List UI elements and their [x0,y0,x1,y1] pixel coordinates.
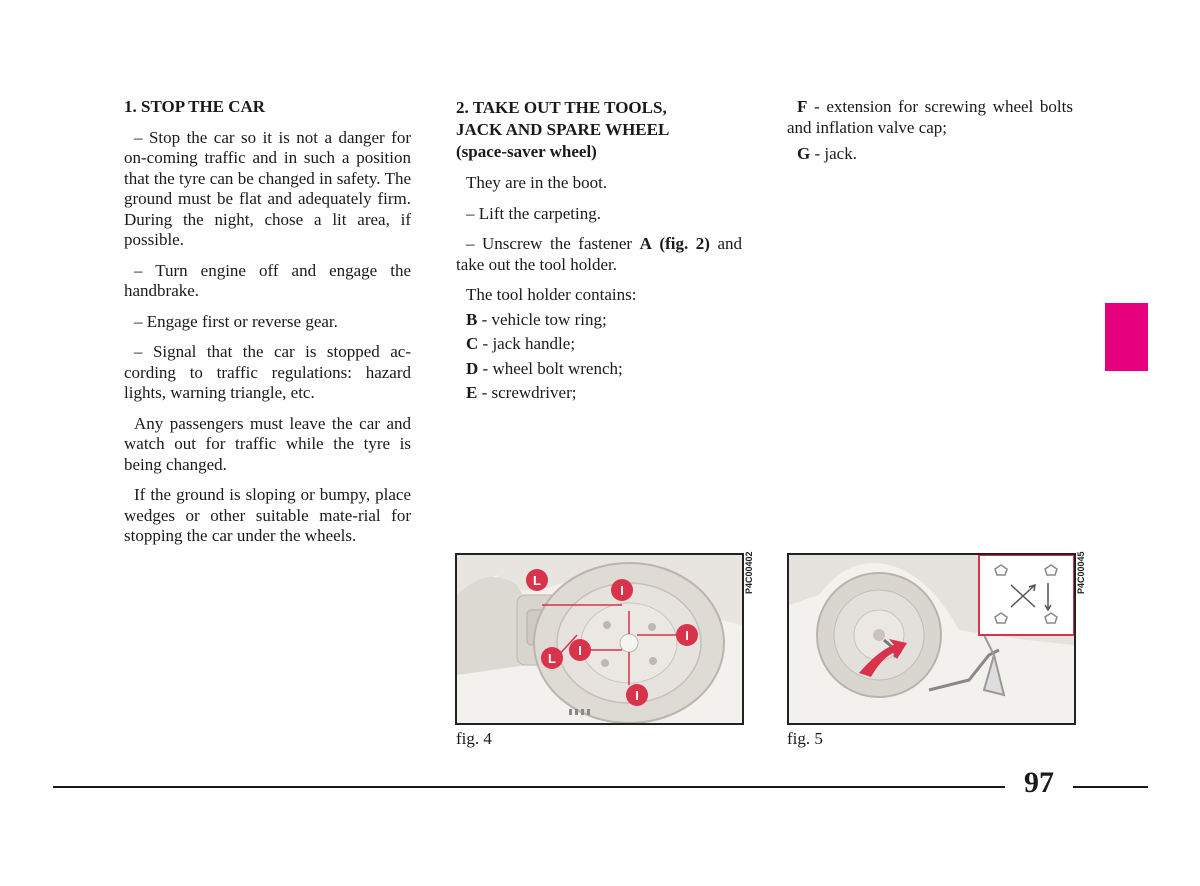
svg-text:I: I [635,688,639,703]
column-take-out-tools [456,97,742,408]
bolt-marker-I [611,579,633,601]
column-stop-the-car [124,97,411,557]
key-letter: D [466,358,479,378]
svg-text:I: I [620,583,624,598]
key-letter: A [639,234,652,253]
figure-caption: fig. 5 [787,729,823,748]
section-heading-stop-car: 1. STOP THE CAR [124,97,266,116]
key-letter: F [797,97,808,116]
svg-text:I: I [685,628,689,643]
tool-item: G - jack. [797,144,857,163]
figure-caption: fig. 4 [456,729,492,748]
figure-5-loosen-bolts [787,553,1076,725]
tool-item: D - wheel bolt wrench; [466,358,623,378]
svg-text:L: L [533,573,541,588]
paragraph: – Unscrew the fastener A (fig. 2) and take out the tool holder. [456,234,742,274]
key-letter: G [797,144,811,163]
paragraph: Any passengers must leave the car and watch out for traffic while the tyre is being changed. [124,413,411,474]
svg-text:I: I [578,643,582,658]
footer-rule [1073,786,1148,788]
bolt-pattern-inset [979,555,1074,635]
paragraph: – Lift the carpeting. [466,203,602,223]
column-tools-continued [787,97,1073,169]
figure-reference: (fig. 2) [659,234,710,253]
bolt-marker-I [569,639,591,661]
wheel-bolts-illustration [457,555,742,723]
bolt-marker-I [676,624,698,646]
paragraph: – Stop the car so it is not a danger for on-coming traffic and in such a position that the tyre can be changed in safety. The ground must be flat and adequately firm. During the night, chose a lit area, if possible. [124,127,411,249]
loosen-bolts-illustration [789,555,1074,723]
paragraph: – Engage first or reverse gear. [134,311,338,331]
paragraph: If the ground is sloping or bumpy, place wedges or other suitable mate-rial for stopping the car under the wheels. [124,485,411,545]
tool-item: C - jack handle; [466,334,576,353]
paragraph: – Signal that the car is stopped ac-cording to traffic regulations: hazard lights, warning triangle, etc. [124,342,411,402]
bolt-marker-L [526,569,548,591]
footer-rule [53,786,1005,788]
svg-text:L: L [548,651,556,666]
figure-4-wheel-bolts [455,553,744,725]
page-number: 97 [1024,766,1054,799]
key-letter: C [466,334,479,353]
figure-code: P4C00402 [744,551,754,594]
section-tab-marker [1105,303,1148,371]
tool-item: E - screwdriver; [466,383,577,402]
section-heading-tools: 2. TAKE OUT THE TOOLS, JACK AND SPARE WHEEL (space-saver wheel) [456,98,670,161]
paragraph: – Turn engine off and engage the handbrake. [124,260,411,300]
key-letter: B [466,309,478,329]
tool-item: B - vehicle tow ring; [466,309,607,329]
figure-code: P4C00045 [1076,551,1086,594]
tool-item: F - extension for screwing wheel bolts and inflation valve cap; [787,97,1073,137]
bolt-marker-L [541,647,563,669]
key-letter: E [466,383,478,402]
paragraph: The tool holder contains: [466,285,637,304]
paragraph: They are in the boot. [466,173,608,192]
bolt-marker-I [626,684,648,706]
